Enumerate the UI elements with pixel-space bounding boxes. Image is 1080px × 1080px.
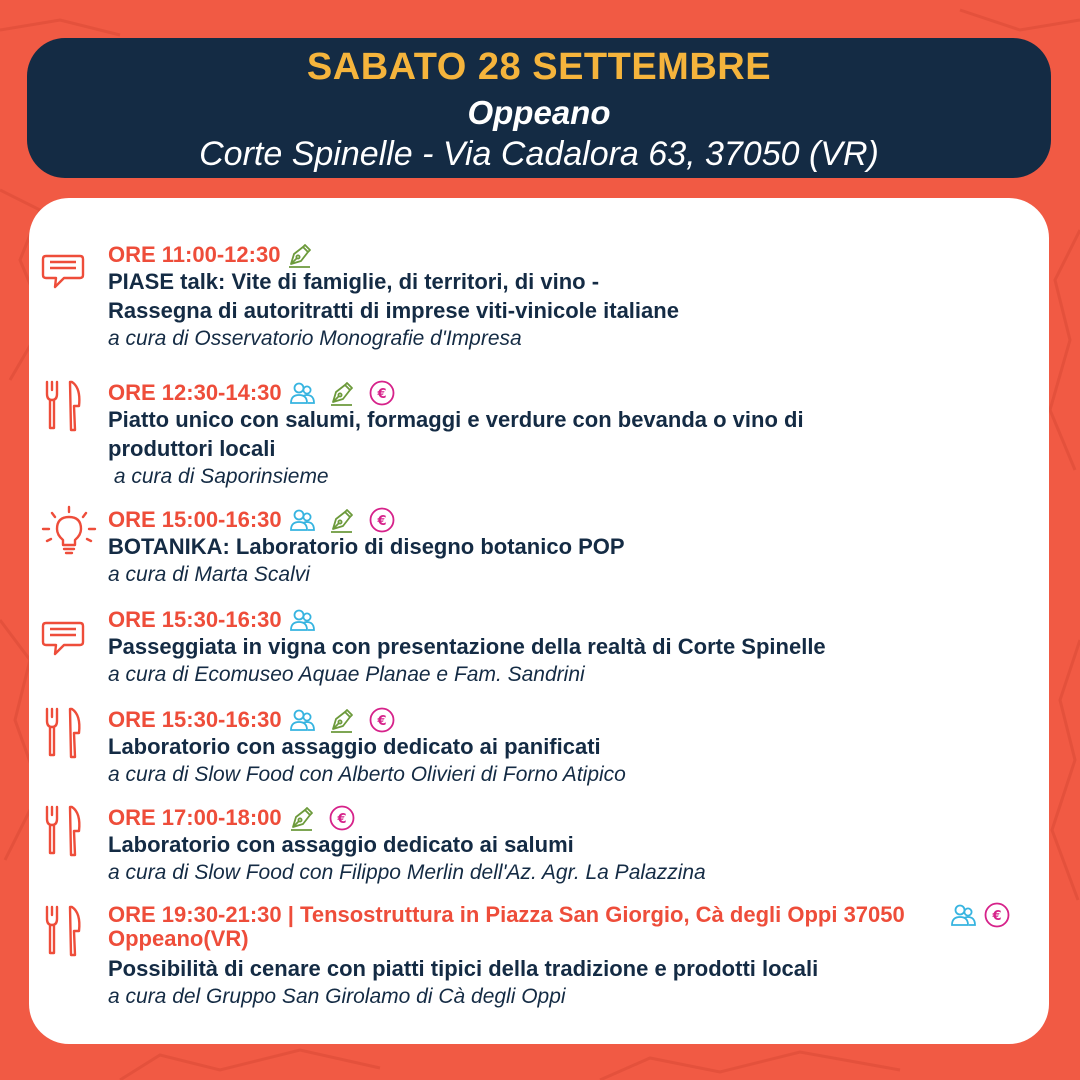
event-badges [949, 901, 1011, 929]
event-curator: a cura di Slow Food con Filippo Merlin dell'Az. Agr. La Palazzina [108, 861, 706, 884]
event-title-line: Piatto unico con salumi, formaggi e verdure con bevanda o vino di [108, 407, 804, 432]
pen-icon [328, 506, 356, 534]
fork-knife-icon [39, 803, 87, 864]
euro-icon [328, 804, 356, 832]
event-title-line: Laboratorio con assaggio dedicato ai panificati [108, 734, 601, 759]
svg-text:€: € [377, 387, 387, 402]
event-time-label: ORE 15:30-16:30 [108, 607, 282, 632]
event-time-label: ORE 15:00-16:30 [108, 507, 282, 532]
event-curator: a cura di Saporinsieme [108, 465, 329, 488]
event-curator: a cura di Ecomuseo Aquae Planae e Fam. Sandrini [108, 663, 585, 686]
event-curator: a cura del Gruppo San Girolamo di Cà degli Oppi [108, 985, 566, 1008]
svg-text:€: € [377, 714, 387, 729]
event-time-label: ORE 11:00-12:30 [108, 242, 281, 267]
people-icon [288, 706, 316, 734]
fork-knife-icon [39, 903, 87, 964]
pen-icon [328, 379, 356, 407]
pen-icon [328, 706, 356, 734]
event-title-line: Possibilità di cenare con piatti tipici della tradizione e prodotti locali [108, 956, 819, 981]
event-time [108, 803, 356, 833]
svg-text:€: € [992, 909, 1002, 924]
event-title-line: Rassegna di autoritratti di imprese viti-vinicole italiane [108, 298, 679, 323]
event-time [108, 240, 314, 270]
event-date: SABATO 28 SETTEMBRE [306, 46, 772, 88]
people-icon [288, 506, 316, 534]
speech-bubble-icon [39, 248, 87, 301]
people-icon [288, 379, 316, 407]
event-curator: a cura di Slow Food con Alberto Olivieri di Forno Atipico [108, 763, 626, 786]
event-title [108, 267, 1038, 325]
event-time [108, 505, 396, 535]
pen-icon [286, 241, 314, 269]
pen-icon [288, 804, 316, 832]
event-title [108, 830, 1038, 859]
event-title-line: Passeggiata in vigna con presentazione della realtà di Corte Spinelle [108, 634, 826, 659]
svg-text:€: € [377, 514, 387, 529]
event-time-label: ORE 17:00-18:00 [108, 805, 282, 830]
euro-icon [368, 379, 396, 407]
event-title-line: produttori locali [108, 436, 276, 461]
event-time-label: ORE 15:30-16:30 [108, 707, 282, 732]
header-banner [27, 38, 1051, 178]
people-icon [288, 606, 316, 634]
event-time-label: ORE 19:30-21:30 | Tensostruttura in Piazza San Giorgio, Cà degli Oppi 37050 Oppeano(VR) [108, 902, 905, 951]
event-time [108, 705, 396, 735]
euro-icon [983, 901, 1011, 929]
event-title [108, 732, 1038, 761]
event-title-line: BOTANIKA: Laboratorio di disegno botanico POP [108, 534, 625, 559]
people-icon [949, 901, 977, 929]
program-card [29, 198, 1049, 1044]
event-time [108, 378, 396, 408]
event-curator: a cura di Marta Scalvi [108, 563, 310, 586]
event-time [108, 903, 948, 951]
fork-knife-icon [39, 378, 87, 439]
event-title [108, 954, 1038, 983]
event-title-line: Laboratorio con assaggio dedicato ai salumi [108, 832, 574, 857]
event-town: Oppeano [467, 94, 611, 131]
event-time-label: ORE 12:30-14:30 [108, 380, 282, 405]
event-curator: a cura di Osservatorio Monografie d'Impresa [108, 327, 522, 350]
event-time [108, 605, 316, 635]
fork-knife-icon [39, 705, 87, 766]
event-title [108, 532, 1038, 561]
svg-text:€: € [337, 812, 347, 827]
event-title [108, 632, 1038, 661]
event-title [108, 405, 1038, 463]
lightbulb-icon [39, 505, 99, 566]
event-title-line: PIASE talk: Vite di famiglie, di territori, di vino - [108, 269, 600, 294]
euro-icon [368, 506, 396, 534]
speech-bubble-icon [39, 615, 87, 668]
euro-icon [368, 706, 396, 734]
event-address: Corte Spinelle - Via Cadalora 63, 37050 (VR) [199, 135, 879, 173]
